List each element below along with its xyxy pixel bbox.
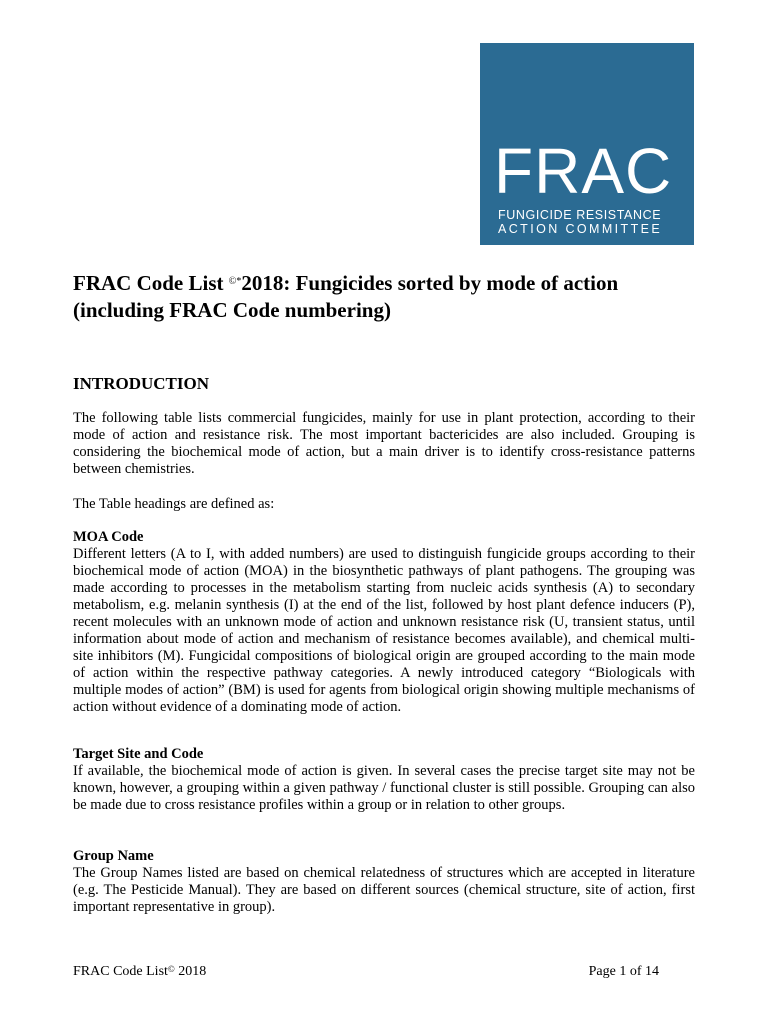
footer-doc-name [73,964,206,980]
section-moa-code [73,529,695,716]
footer-copyright: © [167,964,175,974]
title-line2: (including FRAC Code numbering) [73,298,391,322]
title-prefix: FRAC Code List [73,271,229,295]
section-text: Different letters (A to I, with added numbers) are used to distinguish fungicide groups according to their biochemical mode of action (MOA) in the biosynthetic pathways of plant pathogens. The grouping was made according to processes in the metabolism starting from nucleic acids synthesis (A) to secondary metabolism, e.g. melanin synthesis (I) at the end of the list, followed by host plant defence inducers (P), recent molecules with an unknown mode of action and unknown resistance risk (U, transient status, until information about mode of action and mechanism of resistance becomes available), and chemical multi-site inhibitors (M). Fungicidal compositions of biological origin are grouped according to the main mode of action within the respective pathway categories. A newly introduced category “Biologicals with multiple modes of action” (BM) is used for agents from biological origin showing multiple mechanisms of action without evidence of a dominating mode of action. [73,546,695,715]
introduction-heading: INTRODUCTION [73,374,210,393]
section-heading: MOA Code [73,529,144,545]
section-target-site [73,746,695,814]
footer-year: 2018 [174,964,207,979]
intro-paragraph: The following table lists commercial fungicides, mainly for use in plant protection, according to their mode of action and resistance risk. The most important bactericides are also included. Grouping is considering the biochemical mode of action, but a main driver is to identify cross-resistance patterns between chemistries. [73,410,695,477]
table-headings-sentence: The Table headings are defined as: [73,496,275,512]
frac-logo [480,43,694,245]
section-text: The Group Names listed are based on chemical relatedness of structures which are accepted in literature (e.g. The Pesticide Manual). They are based on different sources (chemical structure, site of action, first important representative in group). [73,865,695,915]
section-text: If available, the biochemical mode of action is given. In several cases the precise target site may not be known, however, a grouping within a given pathway / functional cluster is still possible. Grouping can also be made due to cross resistance profiles within a group or in relation to other groups. [73,763,695,813]
title-superscript: ©* [228,276,242,287]
footer-left-text: FRAC Code List [73,964,168,979]
logo-subtitle-line1: FUNGICIDE RESISTANCE [498,208,662,222]
logo-subtitle-line2: ACTION COMMITTEE [498,222,663,236]
page-number: Page 1 of 14 [588,964,659,979]
logo-wordmark: FRAC [494,135,673,207]
section-heading: Group Name [73,848,154,864]
title-line1-rest: 2018: Fungicides sorted by mode of action [241,271,619,295]
document-title [73,270,713,324]
section-group-name [73,848,695,916]
section-heading: Target Site and Code [73,746,204,762]
